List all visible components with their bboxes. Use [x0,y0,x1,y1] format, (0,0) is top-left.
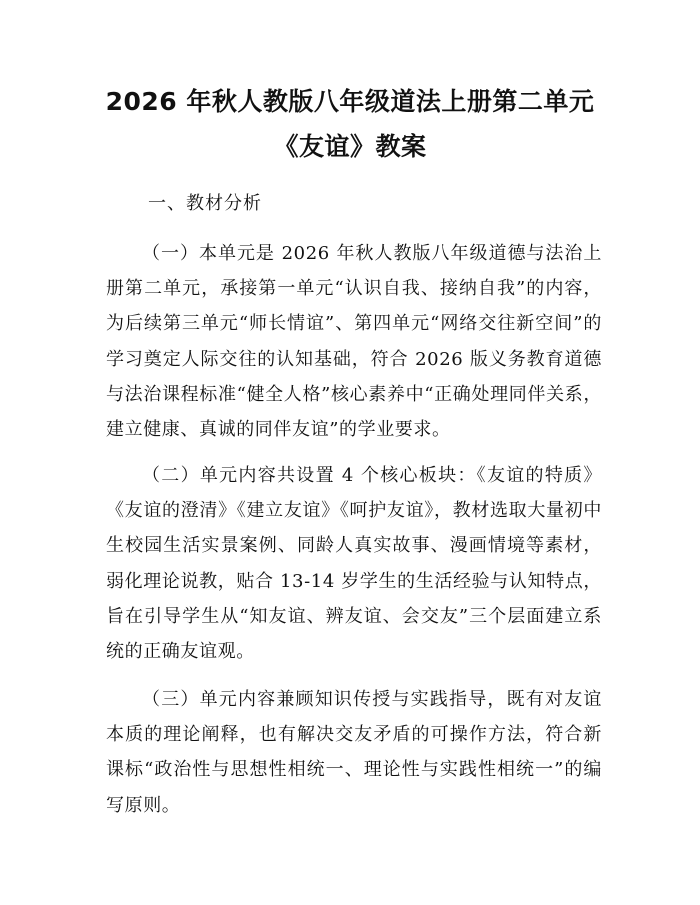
section-heading: 一、教材分析 [148,193,262,214]
paragraph-3: （三）单元内容兼顾知识传授与实践指导，既有对友谊本质的理论阐释，也有解决交友矛盾的可操作方法，符合新课标“政治性与思想性相统一、理论性与实践性相统一”的编写原则。 [106,689,602,816]
paragraph-2: （二）单元内容共设置 4 个核心板块：《友谊的特质》《友谊的澄清》《建立友谊》《呵护友谊》，教材选取大量初中生校园生活实景案例、同龄人真实故事、漫画情境等素材，弱化理论说教，贴合 13-14 岁学生的生活经验与认知特点，旨在引导学生从“知友谊、辨友谊、会交友”三个层面建立系统的正确友谊观。 [106,465,602,663]
document-title-line-2: 《友谊》教案 [273,132,427,161]
document-title-line-1: 2026 年秋人教版八年级道法上册第二单元 [105,87,595,116]
paragraph-1: （一）本单元是 2026 年秋人教版八年级道德与法治上册第二单元，承接第一单元“认识自我、接纳自我”的内容，为后续第三单元“师长情谊”、第四单元“网络交往新空间”的学习奠定人际交往的认知基础，符合 2026 版义务教育道德与法治课程标准“健全人格”核心素养中“正确处理同伴关系，建立健康、真诚的同伴友谊”的学业要求。 [106,243,602,441]
